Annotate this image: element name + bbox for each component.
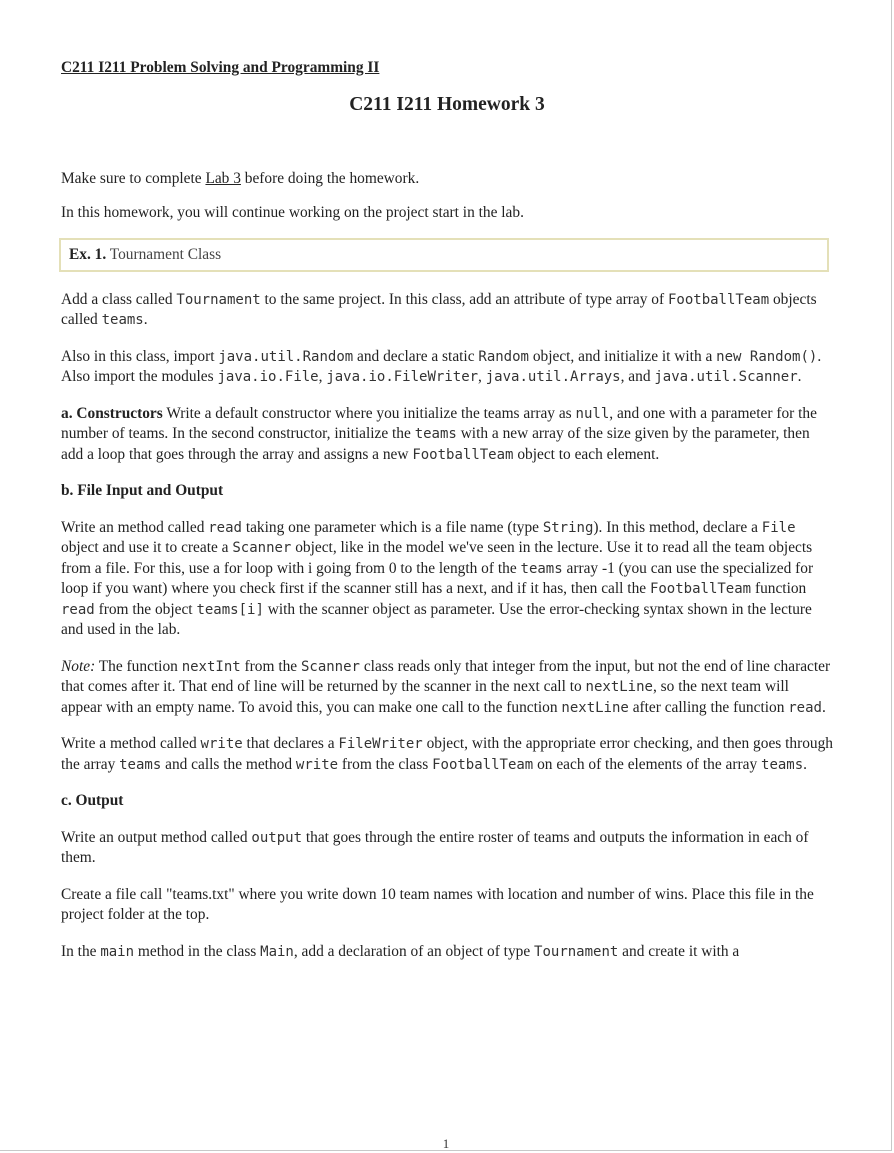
text: from the object [94, 600, 197, 618]
code-write: write [200, 736, 243, 752]
code-teams: teams [520, 560, 563, 577]
text: taking one parameter which is a file name (type [241, 518, 543, 536]
code-footballteam: FootballTeam [649, 581, 752, 597]
text: . [803, 755, 808, 773]
exercise-label: Ex. 1. [69, 245, 107, 263]
code-teams-i: teams[i] [196, 601, 264, 618]
text: . [797, 368, 802, 385]
paragraph-imports [61, 347, 833, 388]
paragraph-write [61, 734, 833, 775]
text: . [821, 698, 826, 716]
text: , and [620, 368, 655, 385]
text: object to each element. [513, 445, 660, 463]
code-null: null [575, 405, 610, 422]
code-scanner: Scanner [300, 658, 360, 675]
code-main: main [100, 943, 135, 960]
text: The function [95, 657, 182, 675]
intro-paragraph-lab [61, 169, 833, 190]
code-teams: teams [101, 312, 144, 328]
code-tournament: Tournament [534, 943, 619, 960]
text: and declare a static [353, 347, 479, 365]
text: and create it with a [618, 942, 740, 960]
text: class reads only that integer from the input, but not the end of line character that comes after it. That end of line will be returned by the scanner in the next call to [61, 657, 831, 695]
paragraph-note [61, 657, 833, 719]
note-label: Note: [61, 657, 96, 675]
code-nextline: nextLine [561, 699, 629, 716]
paragraph-add-class [61, 290, 833, 331]
code-footballteam: FootballTeam [667, 291, 770, 308]
document-content [61, 58, 833, 962]
text: , [318, 368, 327, 385]
code-java-io-file: java.io.File [217, 369, 319, 385]
text: array -1 (you can use the specialized for loop if you want) where you check first if the scanner still has a next, and if it has, then call the [61, 559, 814, 597]
code-random: Random [478, 348, 529, 365]
text: , [478, 368, 486, 385]
text: on each of the elements of the array [533, 755, 762, 773]
code-output: output [251, 829, 302, 846]
text: after calling the function [628, 698, 789, 716]
text: function [751, 580, 807, 597]
text: objects called [61, 290, 817, 328]
text: and calls the method [161, 755, 296, 773]
text: ). In this method, declare a [593, 518, 762, 536]
text: object, like in the model we've seen in the lecture. Use it to read all the team objects from a file. For this, use a for loop with i going from 0 to the length of the [61, 539, 813, 577]
section-b-heading: b. File Input and Output [61, 482, 224, 499]
paragraph-main [61, 942, 833, 963]
code-filewriter: FileWriter [338, 736, 423, 752]
intro-text-after: before doing the homework. [240, 169, 420, 187]
section-a-heading: a. Constructors [61, 404, 163, 422]
code-nextint: nextInt [181, 658, 241, 675]
text: Write a method called [61, 735, 201, 752]
text: to the same project. In this class, add an attribute of type array of [260, 290, 668, 308]
code-main-class: Main [260, 943, 294, 960]
section-c-heading: c. Output [61, 792, 124, 809]
code-footballteam: FootballTeam [432, 756, 534, 773]
text: object, with the appropriate error checking, and then goes through the array [61, 735, 833, 773]
text: with a new array of the size given by the parameter, then add a loop that goes through the array and assigns a new [61, 425, 810, 463]
code-tournament: Tournament [176, 291, 261, 308]
text: Write a default constructor where you initialize the teams array as [162, 404, 576, 422]
code-java-util-scanner: java.util.Scanner [654, 369, 798, 385]
exercise-title: Tournament Class [106, 245, 222, 263]
paragraph-constructors [61, 404, 833, 466]
code-nextline: nextLine [585, 679, 653, 695]
code-read: read [788, 699, 822, 716]
text: Also in this class, import [61, 347, 219, 365]
code-read: read [61, 601, 95, 618]
code-teams: teams [414, 426, 457, 442]
paragraph-teams-file: Create a file call "teams.txt" where you write down 10 team names with location and number of wins. Place this file in the project folder at the top. [61, 885, 814, 923]
page-number: 1 [442, 1136, 450, 1151]
intro-paragraph-project: In this homework, you will continue working on the project start in the lab. [61, 204, 524, 221]
text: , and one with a parameter for the number of teams. In the second constructor, initialize the [61, 404, 817, 442]
text: , so the next team will appear with an empty name. To avoid this, you can make one call to the function [61, 678, 789, 716]
lab-3-link[interactable]: Lab 3 [205, 169, 241, 187]
code-java-util-random: java.util.Random [218, 348, 354, 365]
text: Add a class called [61, 290, 177, 308]
text: Write an output method called [61, 828, 252, 846]
code-write: write [295, 756, 339, 773]
intro-text-before: Make sure to complete [61, 169, 206, 187]
code-teams: teams [761, 756, 804, 773]
course-link[interactable]: C211 I211 Problem Solving and Programming II [61, 59, 380, 76]
code-scanner: Scanner [232, 540, 292, 556]
text: from the class [338, 755, 433, 773]
text: that goes through the entire roster of teams and outputs the information in each of them. [61, 828, 809, 866]
text: that declares a [242, 735, 339, 752]
text: object, and initialize it with a [528, 347, 717, 365]
exercise-header-box [59, 238, 829, 272]
paragraph-read [61, 518, 833, 641]
text: from the [240, 657, 301, 675]
text: In the [61, 942, 101, 960]
text: Write an method called [61, 518, 209, 536]
code-java-util-arrays: java.util.Arrays [485, 369, 621, 385]
text: method in the class [134, 942, 261, 960]
code-file: File [761, 519, 796, 536]
text: . [143, 311, 148, 328]
code-read: read [208, 519, 242, 536]
text: . Also import the modules [61, 347, 822, 385]
code-footballteam: FootballTeam [412, 446, 514, 463]
code-teams: teams [119, 756, 162, 773]
page-title: C211 I211 Homework 3 [349, 93, 545, 115]
code-java-io-filewriter: java.io.FileWriter [326, 369, 479, 385]
text: with the scanner object as parameter. Use the error-checking syntax shown in the lecture and used in the lab. [61, 600, 812, 638]
code-string: String [542, 519, 594, 536]
text: , add a declaration of an object of type [293, 942, 535, 960]
code-new-random: new Random() [716, 348, 818, 365]
paragraph-output [61, 828, 833, 869]
text: object and use it to create a [61, 539, 233, 556]
